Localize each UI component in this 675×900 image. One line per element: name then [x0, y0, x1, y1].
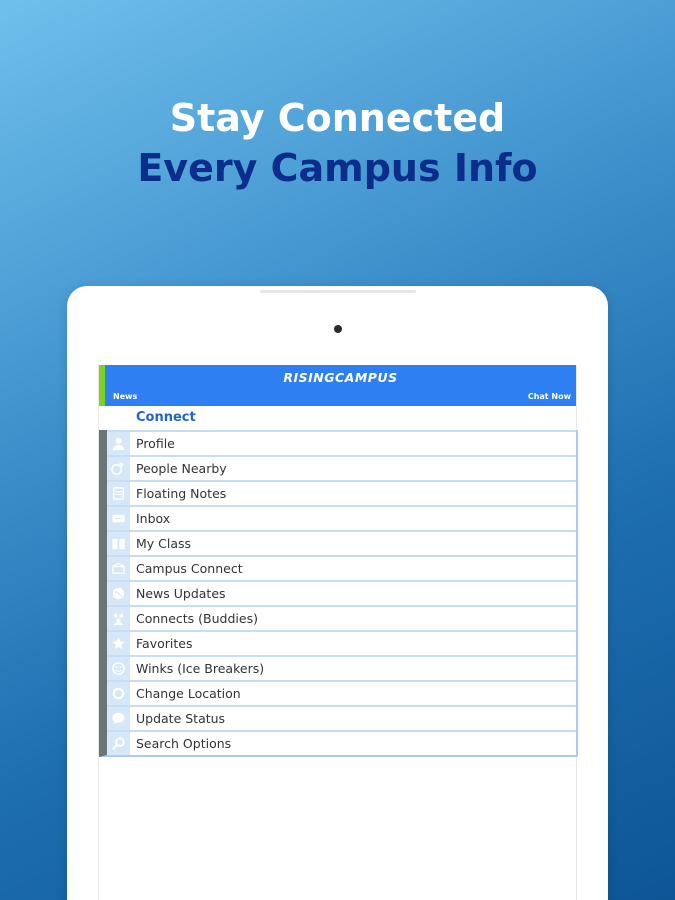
tablet-frame — [67, 286, 608, 900]
menu-item-label: Profile — [136, 436, 175, 451]
menu-item-people-nearby[interactable] — [107, 455, 576, 480]
speech-bubble-icon — [107, 707, 130, 730]
headline-line-1: Stay Connected — [169, 96, 506, 140]
campus-icon — [107, 557, 130, 580]
menu-item-my-class[interactable] — [107, 530, 576, 555]
buddies-icon — [107, 607, 130, 630]
menu-item-label: Update Status — [136, 711, 226, 726]
news-link[interactable]: News — [113, 392, 138, 401]
tablet-speaker — [260, 290, 416, 293]
search-icon — [107, 732, 130, 755]
menu-item-label: People Nearby — [136, 461, 227, 476]
menu-item-change-location[interactable] — [107, 680, 576, 705]
headline-line-2: Every Campus Info — [137, 146, 538, 190]
menu-item-connects-buddies[interactable] — [107, 605, 576, 630]
menu-item-label: Floating Notes — [136, 486, 227, 501]
connect-menu — [99, 430, 578, 757]
menu-item-floating-notes[interactable] — [107, 480, 576, 505]
menu-item-label: Winks (Ice Breakers) — [136, 661, 265, 676]
star-icon — [107, 632, 130, 655]
notes-icon — [107, 482, 130, 505]
menu-item-favorites[interactable] — [107, 630, 576, 655]
app-screen — [98, 365, 577, 900]
inbox-icon — [107, 507, 130, 530]
menu-item-inbox[interactable] — [107, 505, 576, 530]
menu-item-update-status[interactable] — [107, 705, 576, 730]
menu-item-campus-connect[interactable] — [107, 555, 576, 580]
tablet-camera — [334, 325, 342, 333]
menu-item-label: Campus Connect — [136, 561, 243, 576]
menu-item-label: Search Options — [136, 736, 232, 751]
app-logo: RISINGCAMPUS — [283, 370, 398, 385]
people-nearby-icon — [107, 457, 130, 480]
menu-item-label: News Updates — [136, 586, 226, 601]
menu-item-label: Connects (Buddies) — [136, 611, 258, 626]
menu-item-news-updates[interactable] — [107, 580, 576, 605]
globe-icon — [107, 582, 130, 605]
section-title: Connect — [136, 410, 196, 425]
menu-item-label: Change Location — [136, 686, 241, 701]
menu-item-search-options[interactable] — [107, 730, 576, 755]
location-icon — [107, 682, 130, 705]
chat-now-link[interactable]: Chat Now — [527, 392, 571, 401]
menu-item-label: Favorites — [136, 636, 193, 651]
app-header — [99, 365, 576, 406]
menu-item-label: My Class — [136, 536, 192, 551]
menu-item-winks[interactable] — [107, 655, 576, 680]
menu-item-label: Inbox — [136, 511, 171, 526]
person-icon — [107, 432, 130, 455]
book-icon — [107, 532, 130, 555]
menu-item-profile[interactable] — [107, 430, 576, 455]
smiley-icon — [107, 657, 130, 680]
